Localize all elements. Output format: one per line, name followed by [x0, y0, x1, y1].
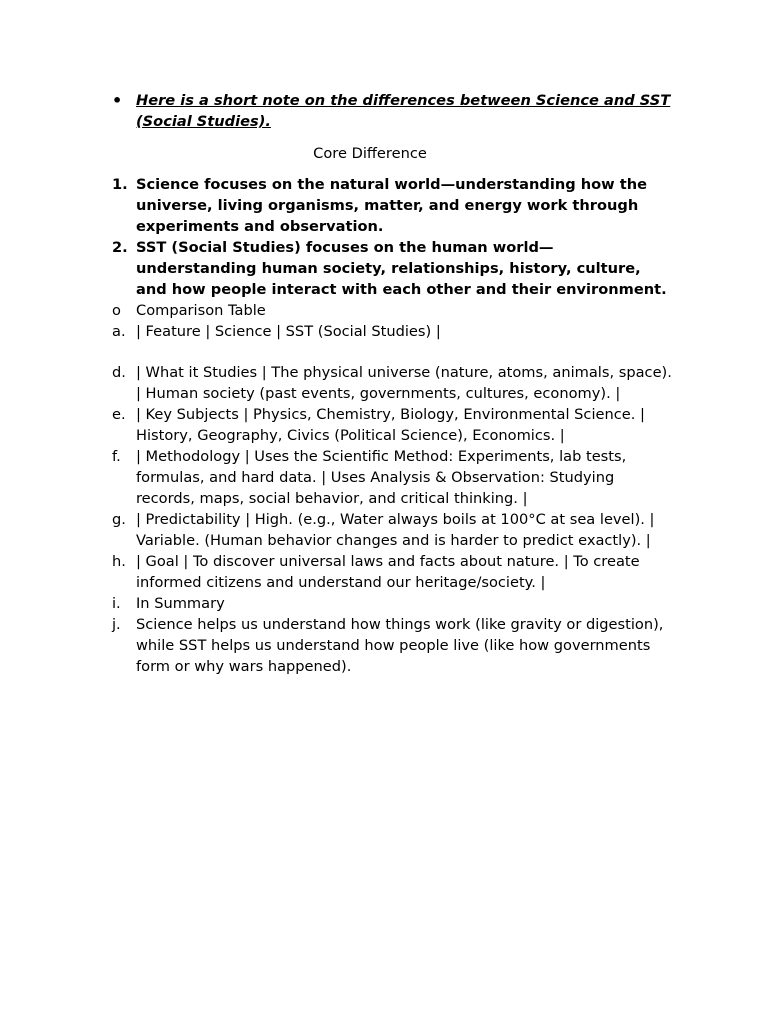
core-difference-heading: Core Difference — [313, 145, 427, 162]
core-item-text: Science focuses on the natural world—understanding how the universe, living organisms, matter, and energy work through experiments and observation. — [136, 176, 647, 235]
table-row-text: | Goal | To discover universal laws and facts about nature. | To create informed citizens and understand our heritage/society. | — [136, 553, 640, 591]
bullet-marker: • — [112, 91, 123, 110]
core-item-sst — [112, 237, 672, 300]
table-row-text: | Methodology | Uses the Scientific Method: Experiments, lab tests, formulas, and hard data. | Uses Analysis & Observation: Studying records, maps, social behavior, and critical thinking. | — [136, 448, 627, 507]
table-row — [112, 404, 672, 446]
list-letter: h. — [112, 553, 126, 570]
summary-heading — [112, 593, 672, 614]
table-row-text: | Predictability | High. (e.g., Water always boils at 100°C at sea level). | Variable. (Human behavior changes and is harder to predict exactly). | — [136, 511, 655, 549]
summary-heading-text: In Summary — [136, 595, 225, 612]
document-body — [112, 90, 672, 677]
core-item-text: SST (Social Studies) focuses on the human world—understanding human society, relationships, history, culture, and how people interact with each other and their environment. — [136, 239, 667, 298]
intro-text: Here is a short note on the differences between Science and SST (Social Studies). — [136, 92, 671, 130]
table-row-text: | Feature | Science | SST (Social Studies) | — [136, 323, 441, 340]
table-row — [112, 551, 672, 593]
comparison-title: Comparison Table — [136, 302, 266, 319]
table-row-text: | What it Studies | The physical universe (nature, atoms, animals, space). | Human society (past events, governments, cultures, economy). | — [136, 364, 672, 402]
table-row — [112, 509, 672, 551]
list-number: 2. — [112, 239, 128, 256]
table-row — [112, 446, 672, 509]
summary-text: Science helps us understand how things work (like gravity or digestion), while SST helps us understand how people live (like how governments form or why wars happened). — [136, 616, 664, 675]
circle-bullet-marker: o — [112, 302, 121, 319]
list-letter: d. — [112, 364, 126, 381]
table-row-text: | Key Subjects | Physics, Chemistry, Biology, Environmental Science. | History, Geography, Civics (Political Science), Economics. | — [136, 406, 645, 444]
core-item-science — [112, 174, 672, 237]
blank-gap — [112, 342, 672, 362]
list-letter: i. — [112, 595, 121, 612]
list-letter: a. — [112, 323, 126, 340]
list-letter: g. — [112, 511, 126, 528]
table-row — [112, 362, 672, 404]
summary-paragraph — [112, 614, 672, 677]
intro-bullet-item — [112, 90, 672, 132]
list-letter: j. — [112, 616, 121, 633]
table-row-header — [112, 321, 672, 342]
list-letter: f. — [112, 448, 121, 465]
comparison-table-heading — [112, 300, 672, 321]
list-letter: e. — [112, 406, 126, 423]
list-number: 1. — [112, 176, 128, 193]
